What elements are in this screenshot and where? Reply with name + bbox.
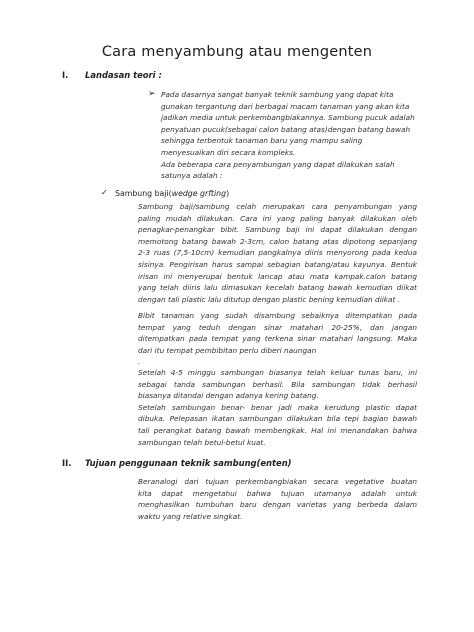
section-1-number: I. — [62, 70, 69, 80]
text-line: memotong batang bawah 2-3cm, calon batang atas dipotong sepanjang — [138, 236, 417, 246]
text-line: Sambung baji/sambung celah merupakan cara penyambungan yang — [138, 202, 417, 211]
text-line: dari itu tempat pembibitan perlu diberi naungan — [138, 345, 317, 355]
text-line: dengan tali plastic lalu ditutup dengan plastic bening kemudian diikat . — [138, 294, 401, 304]
text-line: sisinya. Pengirisan harus sampai sebagian batang/atau kayunya. Bentuk — [138, 259, 417, 269]
text-line: Beranalogi dari tujuan perkembangbiakan secara vegetative buatan — [138, 477, 417, 486]
text-line: sehingga terbentuk tanaman baru yang mampu saling — [161, 136, 363, 146]
text-line: Setelah sambungan benar- benar jadi maka kerudung plastic dapat — [138, 402, 417, 412]
text-line: biasanya ditandai dengan adanya kering batang. — [138, 391, 319, 401]
sub-heading-prefix: Sambung baji( — [115, 189, 172, 198]
text-line: sambungan telah betul-betul kuat. — [138, 437, 266, 447]
text-line: menyesuaikan diri secara kompleks. — [161, 147, 296, 157]
text-line: Ada beberapa cara penyambungan yang dapat dilakukan salah — [161, 159, 395, 169]
check-bullet-icon: ✓ — [101, 188, 108, 197]
text-line: Pada dasarnya sangat banyak teknik sambung yang dapat kita — [161, 90, 394, 99]
text-line: kita dapat mengetahui bahwa tujuan utamanya adalah untuk — [138, 488, 417, 498]
text-line: irisan ini menyerupai bentuk lancap atau mata kampak.calon batang — [138, 271, 417, 281]
paragraph-tujuan — [138, 476, 417, 522]
text-line: satunya adalah : — [161, 171, 223, 181]
sub-heading-italic: wedge grfting — [171, 189, 227, 198]
text-line: tempat yang teduh dengan sinar matahari 20-25%, dan jangan — [138, 322, 417, 332]
sub-heading — [115, 189, 229, 198]
text-line: Setelah 4-5 minggu sambungan biasanya telah keluar tunas baru, ini — [138, 368, 417, 377]
text-line: 2-3 ruas (7,5-10cm) kemudian pangkalnya diiris menyorong pada kedua — [138, 248, 417, 258]
text-line: waktu yang relative singkat. — [138, 511, 243, 521]
text-line: ditempatkan pada tempat yang terkena sinar matahari langsung. Maka — [138, 334, 417, 344]
text-line: tali perangkat batang bawah membengkak. Hal ini menandakan bahwa — [138, 425, 417, 435]
text-line: sebagai tanda sambungan berhasil. Bila sambungan tidak berhasil — [138, 379, 417, 389]
arrow-bullet-icon: ➢ — [148, 89, 156, 99]
intro-paragraph — [161, 89, 415, 182]
text-line: paling mudah dilakukan. Cara ini yang paling banyak dilakukan oleh — [138, 213, 417, 223]
sub-heading-suffix: ) — [226, 189, 230, 198]
text-line: menghasilkan tumbuhan baru dengan varietas yang berbeda dalam — [138, 500, 417, 510]
text-line: dibuka. Pelepasan ikatan sambungan dilakukan bila tepi bagian bawah — [138, 414, 417, 424]
text-line: jadikan media untuk perkembangbiakannya. Sambung pucuk adalah — [161, 113, 415, 123]
text-line: yang telah diiris lalu dimasukan kecelah batang bawah kemudian diikat — [138, 283, 417, 293]
text-line: penyatuan pucuk(sebagai calon batang atas)dengan batang bawah — [161, 124, 411, 134]
text-line: penagkar-penangkar bibit. Sambung baji ini dapat dilakukan dengan — [138, 225, 417, 235]
text-line: Bibit tanaman yang sudah disambung sebaiknya ditempatkan pada — [138, 311, 417, 320]
section-2-heading: Tujuan penggunaan teknik sambung(enten) — [85, 458, 292, 468]
paragraph-penempatan-bibit — [138, 310, 417, 368]
paragraph-sambung-baji — [138, 201, 417, 305]
text-line: . — [138, 357, 141, 367]
paragraph-tunas-baru — [138, 367, 417, 448]
text-line: gunakan tergantung dari berbagai macam tanaman yang akan kita — [161, 101, 410, 111]
section-1-heading: Landasan teori : — [85, 70, 162, 80]
document-title: Cara menyambung atau mengenten — [101, 44, 373, 60]
section-2-number: II. — [62, 458, 72, 468]
